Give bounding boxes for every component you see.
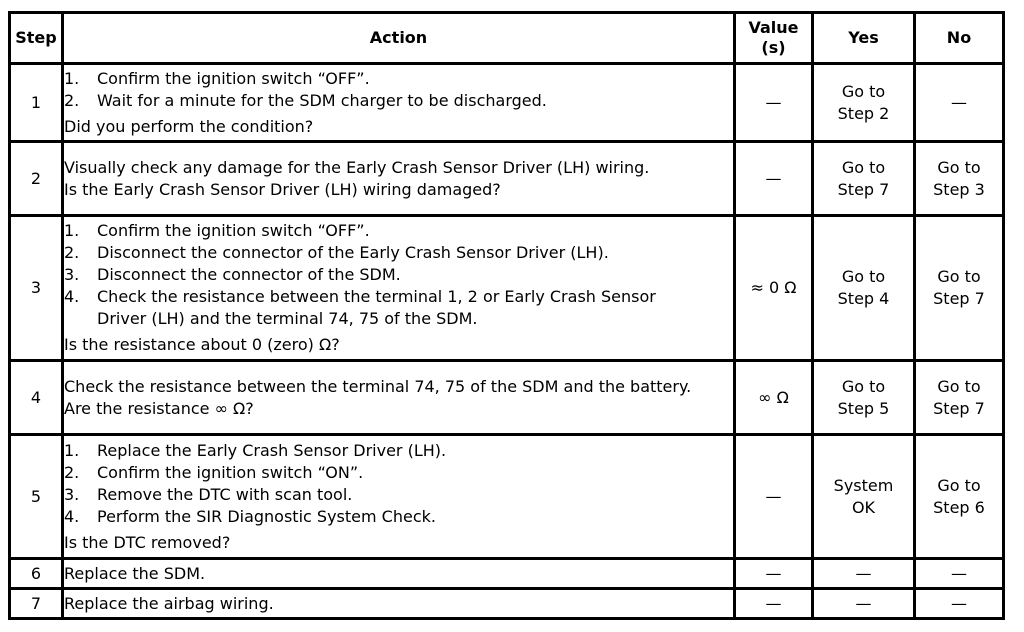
yes-cell bbox=[813, 142, 915, 216]
item-text: Perform the SIR Diagnostic System Check. bbox=[97, 506, 436, 526]
table-row bbox=[10, 64, 1004, 142]
list-item: 1. Confirm the ignition switch “OFF”. bbox=[64, 68, 370, 88]
item-text: Wait for a minute for the SDM charger to be discharged. bbox=[97, 90, 547, 110]
table-row bbox=[10, 142, 1004, 216]
no-cell bbox=[915, 361, 1004, 435]
yes-text: Go to Step 5 bbox=[837, 376, 890, 418]
action-cell bbox=[63, 64, 735, 142]
yes-text: Go to Step 2 bbox=[837, 81, 890, 123]
action-cell bbox=[63, 216, 735, 361]
yes-cell bbox=[813, 435, 915, 559]
value-cell: ∞ Ω bbox=[735, 361, 813, 435]
action-text: Visually check any damage for the Early Crash Sensor Driver (LH) wiring. bbox=[64, 157, 650, 177]
value-cell: — bbox=[735, 64, 813, 142]
header-action: Action bbox=[63, 13, 735, 64]
item-text: Remove the DTC with scan tool. bbox=[97, 484, 353, 504]
item-text: Confirm the ignition switch “OFF”. bbox=[97, 68, 370, 88]
step-cell: 1 bbox=[10, 64, 63, 142]
table-row bbox=[10, 589, 1004, 619]
no-cell bbox=[915, 435, 1004, 559]
table-row bbox=[10, 435, 1004, 559]
action-cell bbox=[63, 142, 735, 216]
no-text: Go to Step 7 bbox=[933, 267, 985, 308]
step-cell: 6 bbox=[10, 559, 63, 589]
table-row bbox=[10, 216, 1004, 361]
header-no: No bbox=[915, 13, 1004, 64]
item-text: Disconnect the connector of the Early Crash Sensor Driver (LH). bbox=[97, 243, 609, 262]
header-value bbox=[735, 13, 813, 64]
no-text: Go to Step 7 bbox=[933, 376, 985, 418]
action-cell: Replace the SDM. bbox=[63, 559, 735, 589]
no-text: Go to Step 6 bbox=[933, 475, 985, 517]
step-cell: 3 bbox=[10, 216, 63, 361]
table-row bbox=[10, 559, 1004, 589]
question-text: Is the DTC removed? bbox=[64, 532, 231, 552]
diagnostic-table-container bbox=[8, 11, 1002, 620]
item-text: Confirm the ignition switch “OFF”. bbox=[97, 221, 370, 240]
question-text: Is the resistance about 0 (zero) Ω? bbox=[64, 335, 340, 354]
header-value-label: Value (s) bbox=[748, 18, 799, 57]
step-cell: 5 bbox=[10, 435, 63, 559]
yes-cell: — bbox=[813, 589, 915, 619]
yes-text: Go to Step 4 bbox=[837, 267, 890, 308]
question-text: Did you perform the condition? bbox=[64, 116, 314, 136]
action-cell bbox=[63, 361, 735, 435]
list-item: 2. Wait for a minute for the SDM charger to be discharged. bbox=[64, 90, 547, 110]
yes-cell bbox=[813, 361, 915, 435]
action-text: Check the resistance between the terminal 74, 75 of the SDM and the battery. bbox=[64, 376, 692, 396]
list-item: 2. Disconnect the connector of the Early Crash Sensor Driver (LH). bbox=[64, 243, 609, 262]
question-text: Is the Early Crash Sensor Driver (LH) wiring damaged? bbox=[64, 179, 501, 199]
list-item: 2. Confirm the ignition switch “ON”. bbox=[64, 462, 364, 482]
header-row bbox=[10, 13, 1004, 64]
action-cell bbox=[63, 435, 735, 559]
yes-cell: — bbox=[813, 559, 915, 589]
value-cell: — bbox=[735, 589, 813, 619]
no-cell bbox=[915, 216, 1004, 361]
list-item: 1. Replace the Early Crash Sensor Driver (LH). bbox=[64, 440, 447, 460]
yes-text: Go to Step 7 bbox=[837, 157, 890, 199]
value-cell: — bbox=[735, 142, 813, 216]
list-item: 4. Check the resistance between the terminal 1, 2 or Early Crash Sensor Driver (LH) and the terminal 74, 75 of the SDM. bbox=[64, 287, 656, 328]
no-cell: — bbox=[915, 559, 1004, 589]
no-text: Go to Step 3 bbox=[933, 157, 985, 199]
item-text: Check the resistance between the terminal 1, 2 or Early Crash Sensor Driver (LH) and the terminal 74, 75 of the SDM. bbox=[97, 287, 656, 328]
item-text: Confirm the ignition switch “ON”. bbox=[97, 462, 364, 482]
no-cell: — bbox=[915, 589, 1004, 619]
yes-cell bbox=[813, 64, 915, 142]
diagnostic-table bbox=[8, 11, 1005, 620]
yes-text: System OK bbox=[833, 475, 894, 517]
action-cell: Replace the airbag wiring. bbox=[63, 589, 735, 619]
step-cell: 4 bbox=[10, 361, 63, 435]
header-step: Step bbox=[10, 13, 63, 64]
no-cell bbox=[915, 142, 1004, 216]
value-cell: — bbox=[735, 559, 813, 589]
no-cell: — bbox=[915, 64, 1004, 142]
yes-cell bbox=[813, 216, 915, 361]
step-cell: 2 bbox=[10, 142, 63, 216]
table-row bbox=[10, 361, 1004, 435]
step-cell: 7 bbox=[10, 589, 63, 619]
list-item: 3. Disconnect the connector of the SDM. bbox=[64, 265, 401, 284]
list-item: 1. Confirm the ignition switch “OFF”. bbox=[64, 221, 370, 240]
item-text: Disconnect the connector of the SDM. bbox=[97, 265, 401, 284]
list-item: 3. Remove the DTC with scan tool. bbox=[64, 484, 353, 504]
item-text: Replace the Early Crash Sensor Driver (LH). bbox=[97, 440, 447, 460]
header-yes: Yes bbox=[813, 13, 915, 64]
value-cell: — bbox=[735, 435, 813, 559]
question-text: Are the resistance ∞ Ω? bbox=[64, 398, 254, 418]
list-item: 4. Perform the SIR Diagnostic System Check. bbox=[64, 506, 436, 526]
value-cell: ≈ 0 Ω bbox=[735, 216, 813, 361]
